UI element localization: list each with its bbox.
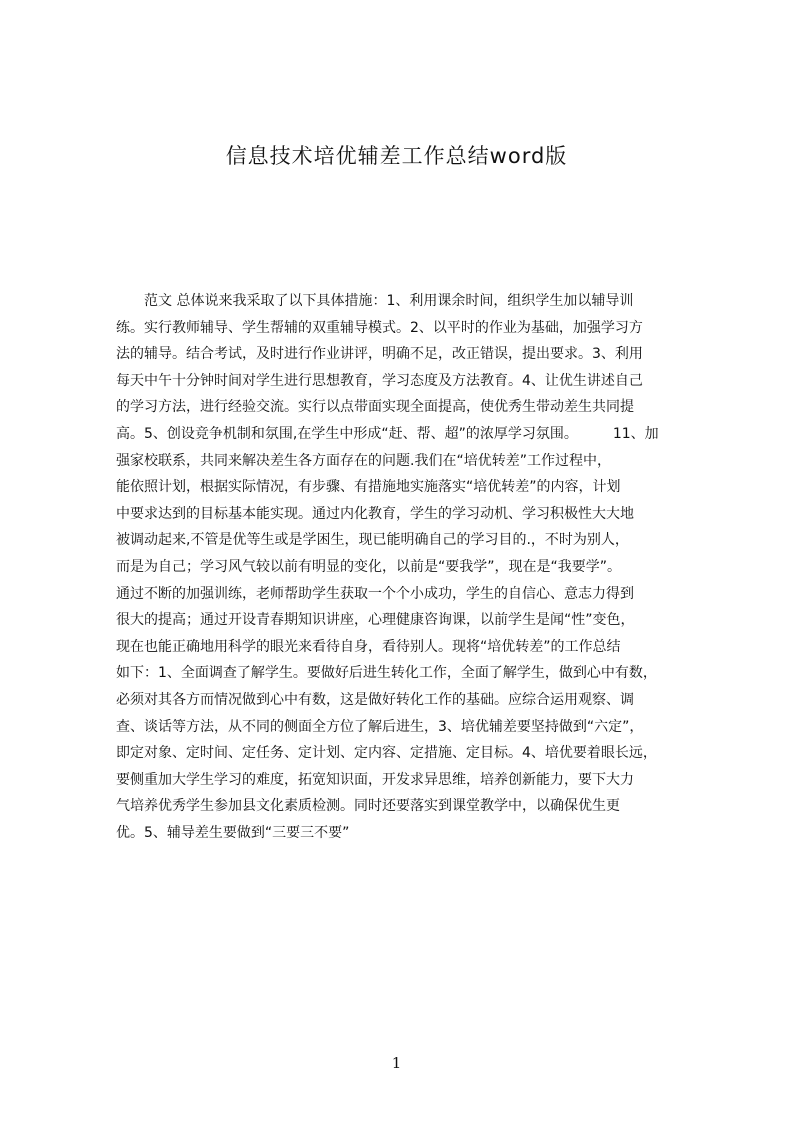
body-line: 必须对其各方而情况做到心中有数，这是做好转化工作的基础。应综合运用观察、调: [116, 691, 634, 708]
body-line: 的学习方法，进行经验交流。实行以点带面实现全面提高，使优秀生带动差生共同提: [116, 399, 634, 416]
body-line: 高。5、创设竞争机制和氛围,在学生中形成“赶、帮、超”的浓厚学习氛围。 11、加: [116, 425, 659, 442]
body-line: 练。实行教师辅导、学生帮辅的双重辅导模式。2、以平时的作业为基础，加强学习方: [116, 319, 643, 336]
document-body: [116, 288, 697, 846]
body-line: 很大的提高；通过开设青春期知识讲座，心理健康咨询课，以前学生是闻“性”变色，: [116, 612, 635, 629]
body-line: 每天中午十分钟时间对学生进行思想教育，学习态度及方法教育。4、让优生讲述自己: [116, 372, 643, 389]
body-line: 要侧重加大学生学习的难度，拓宽知识面，开发求异思维，培养创新能力，要下大力: [116, 771, 634, 788]
body-line: 如下：1、全面调查了解学生。要做好后进生转化工作，全面了解学生，做到心中有数，: [116, 665, 657, 682]
body-line: 范文 总体说来我采取了以下具体措施：1、利用课余时间，组织学生加以辅导训: [116, 293, 634, 309]
body-line: 优。5、辅导差生要做到“三要三不要”: [116, 824, 350, 841]
body-line: 被调动起来,不管是优等生或是学困生，现已能明确自己的学习目的.，不时为别人，: [116, 532, 629, 549]
page-number: 1: [391, 1054, 402, 1072]
body-line: 气培养优秀学生参加县文化素质检测。同时还要落实到课堂教学中，以确保优生更: [116, 798, 620, 815]
body-line: 现在也能正确地用科学的眼光来看待自身，看待别人。现将“培优转差”的工作总结: [116, 638, 621, 655]
body-line: 查、谈话等方法，从不同的侧面全方位了解后进生，3、培优辅差要坚持做到“六定”，: [116, 718, 644, 735]
body-line: 中要求达到的目标基本能实现。通过内化教育，学生的学习动机、学习积极性大大地: [116, 505, 634, 522]
body-line: 而是为自己；学习风气较以前有明显的变化，以前是“要我学”，现在是“我要学”。: [116, 558, 622, 575]
body-line: 强家校联系，共同来解决差生各方面存在的问题.我们在“培优转差”工作过程中，: [116, 452, 611, 469]
body-line: 通过不断的加强训练，老师帮助学生获取一个个小成功，学生的自信心、意志力得到: [116, 585, 634, 602]
document-title: 信息技术培优辅差工作总结word版: [225, 144, 568, 168]
body-line: 法的辅导。结合考试，及时进行作业讲评，明确不足，改正错误，提出要求。3、利用: [116, 346, 643, 363]
body-line: 即定对象、定时间、定任务、定计划、定内容、定措施、定目标。4、培优要着眼长远，: [116, 745, 657, 762]
body-line: 能依照计划，根据实际情况，有步骤、有措施地实施落实“培优转差”的内容，计划: [116, 479, 621, 496]
